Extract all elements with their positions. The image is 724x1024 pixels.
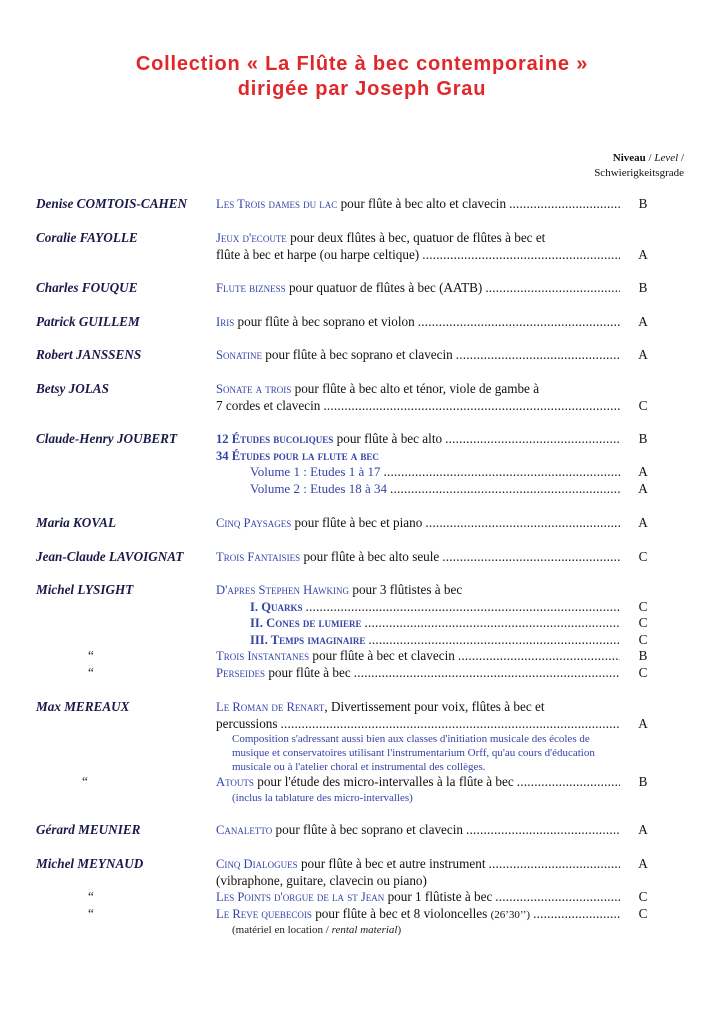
- level-en: Level: [654, 152, 679, 164]
- work-desc: pour flûte à bec et autre instrument: [297, 856, 486, 871]
- ditto-mark: “: [88, 905, 94, 921]
- dot-leader: [466, 822, 620, 839]
- level-badge: A: [638, 347, 648, 362]
- work-title: Trois Fantaisies: [216, 550, 301, 564]
- work-desc: pour flûte à bec soprano et clavecin: [272, 822, 464, 837]
- work-desc: pour flûte à bec alto et clavecin: [337, 196, 507, 211]
- work-title: 12 Études bucoliques: [216, 432, 334, 446]
- work: [216, 280, 620, 297]
- level-badge: B: [638, 774, 648, 789]
- work-title: Canaletto: [216, 823, 273, 837]
- work-title: Cinq Dialogues: [216, 857, 298, 871]
- composer-name: Claude-Henry JOUBERT: [36, 431, 178, 446]
- work-desc: pour flûte à bec: [265, 664, 351, 680]
- dot-leader: [489, 856, 621, 873]
- work-title: Flute bizness: [216, 281, 286, 295]
- level-word: Niveau: [612, 152, 646, 164]
- work-title: D'apres Stephen Hawking: [216, 583, 350, 597]
- composer-name: Max MEREAUX: [36, 699, 130, 714]
- ditto-mark: “: [88, 664, 94, 680]
- dot-leader: [306, 599, 621, 616]
- work-note: [216, 923, 620, 937]
- page-title: [0, 52, 724, 102]
- movement-title: I. Quarks: [250, 599, 303, 614]
- work-desc: pour flûte à bec alto seule: [300, 549, 440, 564]
- volume-title: Volume 2 : Etudes 18 à 34: [250, 480, 387, 496]
- dot-leader: [354, 665, 620, 682]
- composer-name: Robert JANSSENS: [36, 347, 142, 362]
- level-badge: C: [638, 549, 648, 564]
- level-badge: C: [638, 889, 648, 904]
- work-desc: 7 cordes et clavecin: [216, 397, 321, 413]
- composer-name: Charles FOUQUE: [36, 280, 138, 295]
- composer-name: Maria KOVAL: [36, 515, 116, 530]
- level-badge: C: [638, 631, 648, 647]
- level-badge: A: [638, 464, 648, 479]
- title-line-2: dirigée par Joseph Grau: [237, 78, 487, 100]
- note-text: ): [397, 924, 402, 936]
- work: [216, 381, 620, 414]
- level-badge: A: [638, 314, 648, 329]
- work-desc: pour 3 flûtistes à bec: [349, 582, 463, 597]
- level-badge: A: [638, 822, 648, 837]
- level-legend: [594, 151, 684, 181]
- level-badge: C: [638, 615, 648, 630]
- dot-leader: [445, 431, 620, 448]
- work-desc: pour 1 flûtiste à bec: [384, 889, 493, 904]
- dot-leader: [485, 280, 620, 297]
- level-badge: A: [638, 515, 648, 530]
- work-desc: pour flûte à bec et clavecin: [309, 648, 455, 663]
- work: [216, 699, 620, 805]
- note-italic: rental material: [331, 924, 398, 936]
- work: [216, 196, 620, 213]
- dot-leader: [495, 889, 620, 906]
- title-line-1: Collection « La Flûte à bec contemporaine »: [135, 53, 589, 75]
- work: [216, 314, 620, 331]
- note-text: (matériel en location /: [232, 924, 332, 936]
- work-title: Perseides: [216, 665, 266, 680]
- level-badge: C: [638, 905, 648, 921]
- composer-name: Jean-Claude LAVOIGNAT: [36, 549, 184, 564]
- dot-leader: [517, 774, 620, 791]
- work-desc: pour flûte à bec alto et ténor, viole de gambe à: [291, 381, 540, 396]
- composer-name: Denise COMTOIS-CAHEN: [36, 196, 188, 211]
- dot-leader: [442, 549, 620, 566]
- work-desc: pour quatuor de flûtes à bec (AATB): [285, 280, 483, 295]
- volume-title: Volume 1 : Etudes 1 à 17: [250, 464, 381, 479]
- work-desc: (vibraphone, guitare, clavecin ou piano): [216, 872, 427, 888]
- work-title: Le Reve quebecois: [216, 906, 312, 921]
- work-title: Sonatine: [216, 348, 262, 362]
- work-title: Sonate a trois: [216, 382, 292, 396]
- level-badge: A: [638, 856, 648, 871]
- movement-title: III. Temps imaginaire: [250, 632, 366, 647]
- composer-name: Michel LYSIGHT: [36, 582, 134, 597]
- dot-leader: [425, 515, 620, 532]
- work-note: Composition s'adressant aussi bien aux classes d'initiation musicale des écoles de musique et conservatoires utilisant l'instrumentarium Orff, qu'au cours d'éducation musicale ou à l'atelier choral et instrumental des collèges.: [232, 733, 595, 773]
- level-badge: B: [638, 280, 648, 295]
- work-title: Atouts: [216, 775, 254, 789]
- work-title: Iris: [216, 315, 235, 329]
- work: [216, 582, 620, 681]
- duration: (26’30’’): [490, 908, 531, 921]
- composer-name: Gérard MEUNIER: [36, 822, 141, 837]
- work-desc: pour l'étude des micro-intervalles à la flûte à bec: [253, 774, 514, 789]
- dot-leader: [383, 464, 620, 481]
- level-badge: C: [638, 664, 648, 680]
- dot-leader: [368, 632, 620, 649]
- level-badge: B: [638, 196, 648, 211]
- dot-leader: [418, 314, 620, 331]
- work-desc: percussions: [216, 715, 278, 731]
- level-badge: A: [638, 246, 648, 262]
- dot-leader: [509, 196, 620, 213]
- work-desc: pour flûte à bec soprano et violon: [234, 314, 415, 329]
- dot-leader: [365, 615, 620, 632]
- work: [216, 230, 620, 263]
- work-desc: pour flûte à bec alto: [333, 431, 443, 446]
- work: [216, 822, 620, 839]
- work: [216, 549, 620, 566]
- dot-leader: [458, 648, 620, 665]
- work-title: Les Points d'orgue de la st Jean: [216, 890, 385, 904]
- level-sep: /: [645, 152, 655, 164]
- work-note: (inclus la tablature des micro-intervalles): [232, 791, 413, 804]
- dot-leader: [323, 398, 620, 415]
- ditto-mark: “: [88, 889, 94, 904]
- work-desc: pour flûte à bec et piano: [291, 515, 423, 530]
- dot-leader: [422, 247, 620, 264]
- work-title: Le Roman de Renart: [216, 700, 325, 714]
- work-desc: , Divertissement pour voix, flûtes à bec et: [324, 699, 545, 714]
- composer-name: Coralie FAYOLLE: [36, 230, 138, 245]
- work: [216, 515, 620, 532]
- work: [216, 347, 620, 364]
- dot-leader: [281, 716, 620, 733]
- work: [216, 856, 620, 937]
- level-sep: /: [678, 152, 684, 164]
- level-badge: A: [638, 715, 648, 731]
- movement-title: II. Cones de lumiere: [250, 616, 362, 630]
- ditto-mark: “: [88, 648, 94, 663]
- work-title: Cinq Paysages: [216, 516, 292, 530]
- composer-name: Michel MEYNAUD: [36, 856, 144, 871]
- composer-name: Patrick GUILLEM: [36, 314, 140, 329]
- work-title: Les Trois dames du lac: [216, 197, 338, 211]
- work-title: Jeux d'ecoute: [216, 231, 287, 245]
- ditto-mark: “: [82, 774, 88, 789]
- level-badge: C: [638, 598, 648, 614]
- dot-leader: [456, 347, 620, 364]
- level-de: Schwierigkeitsgrade: [594, 167, 684, 179]
- composer-name: Betsy JOLAS: [36, 381, 109, 396]
- work: [216, 431, 620, 497]
- work-desc: pour flûte à bec soprano et clavecin: [262, 347, 453, 362]
- level-badge: B: [638, 648, 648, 663]
- dot-leader: [390, 481, 620, 498]
- work-title: Trois Instantanes: [216, 649, 310, 663]
- work-desc: pour flûte à bec et 8 violoncelles: [311, 905, 491, 921]
- level-badge: C: [638, 397, 648, 413]
- dot-leader: [533, 906, 620, 924]
- work-desc: flûte à bec et harpe (ou harpe celtique): [216, 246, 420, 262]
- level-badge: A: [638, 480, 648, 496]
- work-desc: pour deux flûtes à bec, quatuor de flûtes à bec et: [286, 230, 546, 245]
- work-title: 34 Études pour la flute a bec: [216, 448, 379, 463]
- level-badge: B: [638, 431, 648, 446]
